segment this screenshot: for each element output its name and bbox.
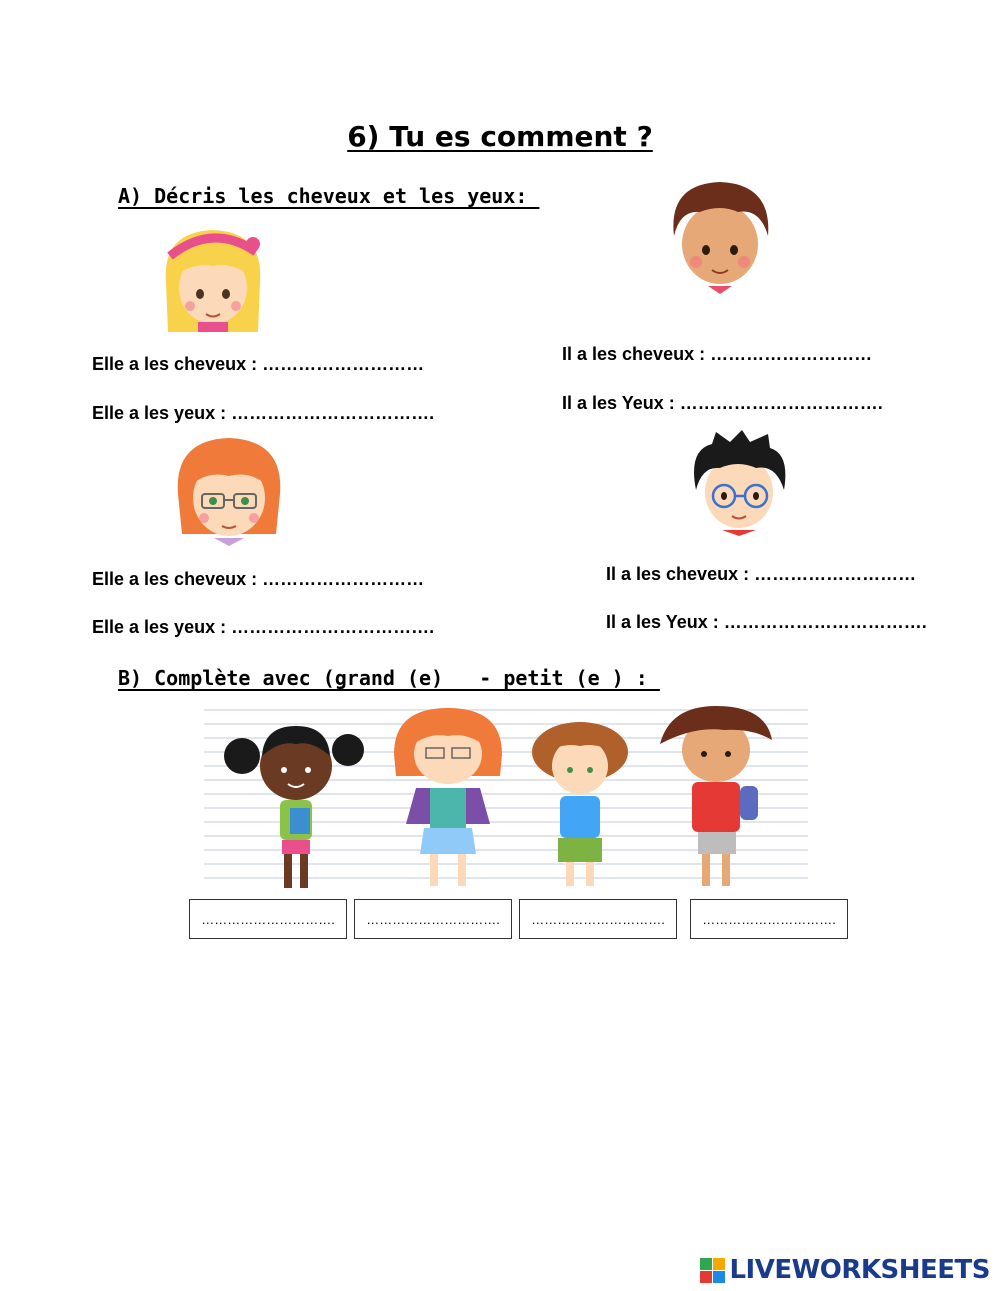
black-hair-boy-icon <box>686 430 792 538</box>
red-hair-girl-icon <box>172 434 286 548</box>
q1-yeux: Elle a les yeux : ……………………………. <box>92 403 435 423</box>
liveworksheets-logo <box>700 1255 990 1285</box>
child-2-figure <box>394 708 502 886</box>
answer-box-3[interactable]: …………………………. <box>519 899 677 939</box>
q2-cheveux: Il a les cheveux : ……………………… <box>562 344 873 364</box>
q4-cheveux: Il a les cheveux : ……………………… <box>606 564 917 584</box>
blonde-girl-icon <box>160 222 266 334</box>
section-b-heading: B) Complète avec (grand (e) - petit (e ) : <box>118 666 660 690</box>
child-3-figure <box>532 722 628 886</box>
q3-yeux: Elle a les yeux : ……………………………. <box>92 617 435 637</box>
answer-box-1[interactable]: …………………………. <box>189 899 347 939</box>
q3-cheveux: Elle a les cheveux : ……………………… <box>92 569 425 589</box>
section-a-heading: A) Décris les cheveux et les yeux: <box>118 184 540 208</box>
q4-yeux: Il a les Yeux : ……………………………. <box>606 612 927 632</box>
q1-cheveux: Elle a les cheveux : ……………………… <box>92 354 425 374</box>
page-title: 6) Tu es comment ? <box>347 120 653 153</box>
child-4-figure <box>660 706 772 886</box>
children-group-illustration <box>204 704 808 892</box>
q2-yeux: Il a les Yeux : ……………………………. <box>562 393 883 413</box>
logo-blocks-icon <box>700 1258 725 1283</box>
answer-box-4[interactable]: …………………………. <box>690 899 848 939</box>
brown-hair-boy-icon <box>664 178 776 296</box>
logo-text: LIVEWORKSHEETS <box>729 1255 990 1285</box>
answer-box-2[interactable]: …………………………. <box>354 899 512 939</box>
